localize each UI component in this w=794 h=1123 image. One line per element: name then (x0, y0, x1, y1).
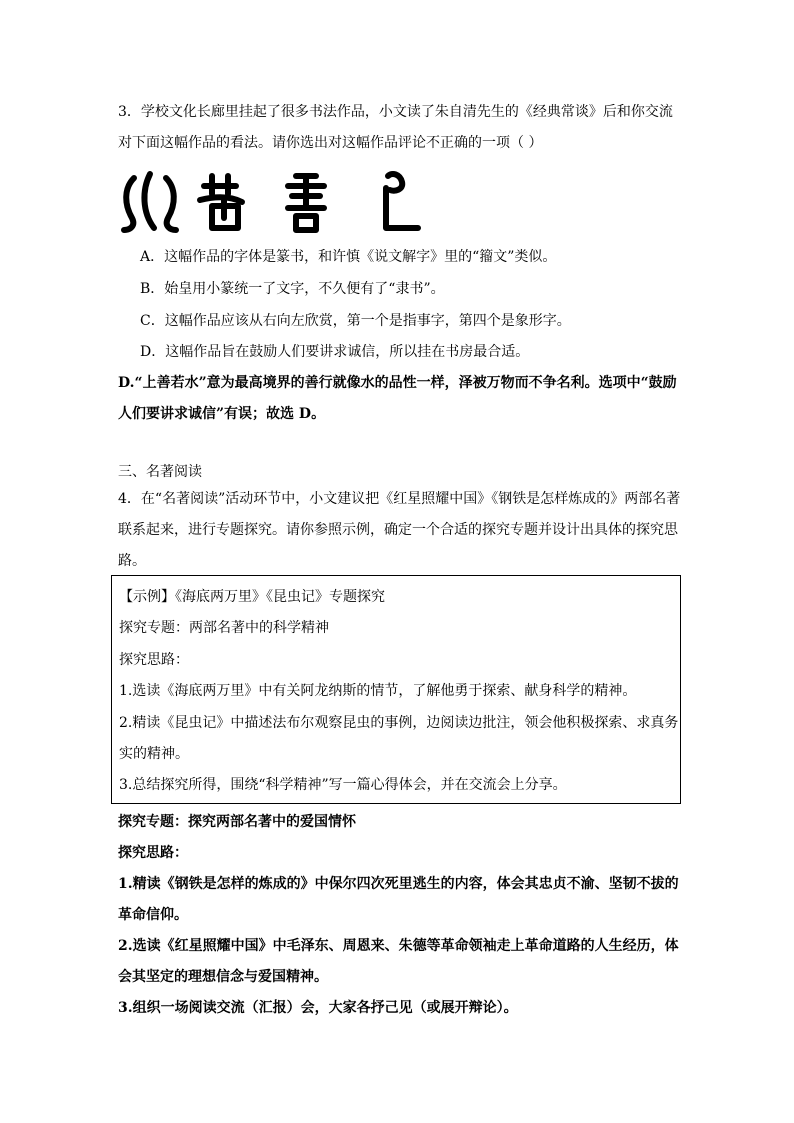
example-box (111, 575, 681, 804)
answer-4-step-1-line-2: 革命信仰。 (118, 907, 188, 923)
example-step-1: 1.选读《海底两万里》中有关阿龙纳斯的情节，了解他勇于探索、献身科学的精神。 (119, 683, 637, 699)
question-3-line-1: 3．学校文化长廊里挂起了很多书法作品，小文读了朱自清先生的《经典常谈》后和你交流 (118, 104, 673, 120)
answer-4-approach-label: 探究思路： (118, 845, 188, 861)
option-b: B．始皇用小篆统一了文字，不久便有了“隶书”。 (140, 281, 445, 297)
example-step-2-line-2: 实的精神。 (119, 746, 189, 762)
answer-3-line-1: D.“上善若水”意为最高境界的善行就像水的品性一样，泽被万物而不争名利。选项中“鼓励 (118, 375, 677, 391)
section-heading: 三、名著阅读 (118, 464, 202, 480)
answer-4-step-1-line-1: 1.精读《钢铁是怎样的炼成的》中保尔四次死里逃生的内容，体会其忠贞不渝、坚韧不拔的 (118, 876, 679, 892)
question-4-line-1: 4．在“名著阅读”活动环节中，小文建议把《红星照耀中国》《钢铁是怎样炼成的》两部名著 (118, 491, 681, 507)
answer-4-topic: 探究专题：探究两部名著中的爱国情怀 (118, 814, 356, 830)
answer-4-step-3: 3.组织一场阅读交流（汇报）会，大家各抒己见（或展开辩论）。 (118, 1000, 518, 1016)
example-step-2-line-1: 2.精读《昆虫记》中描述法布尔观察昆虫的事例，边阅读边批注，领会他积极探索、求真务 (119, 715, 679, 731)
question-4-line-2: 联系起来，进行专题探究。请你参照示例，确定一个合适的探究专题并设计出具体的探究思 (118, 522, 678, 538)
option-a: A．这幅作品的字体是篆书，和许慎《说文解字》里的“籀文”类似。 (140, 249, 557, 265)
question-4-line-3: 路。 (118, 553, 146, 569)
example-title: 【示例】《海底两万里》《昆虫记》专题探究 (119, 589, 385, 605)
example-topic: 探究专题：两部名著中的科学精神 (119, 620, 329, 636)
answer-4-step-2-line-2: 会其坚定的理想信念与爱国精神。 (118, 969, 328, 985)
example-step-3: 3.总结探究所得，围绕“科学精神”写一篇心得体会，并在交流会上分享。 (119, 777, 567, 793)
option-d: D．这幅作品旨在鼓励人们要讲求诚信，所以挂在书房最合适。 (140, 344, 530, 360)
question-3-line-2: 对下面这幅作品的看法。请你选出对这幅作品评论不正确的一项（ ） (118, 135, 543, 151)
answer-3-line-2: 人们要讲求诚信”有误；故选 D。 (118, 406, 326, 422)
example-approach-label: 探究思路： (119, 652, 189, 668)
answer-4-step-2-line-1: 2.选读《红星照耀中国》中毛泽东、周恩来、朱德等革命领袖走上革命道路的人生经历，体 (118, 938, 679, 954)
seal-script-calligraphy-image (118, 168, 428, 236)
option-c: C．这幅作品应该从右向左欣赏，第一个是指事字，第四个是象形字。 (140, 313, 571, 329)
